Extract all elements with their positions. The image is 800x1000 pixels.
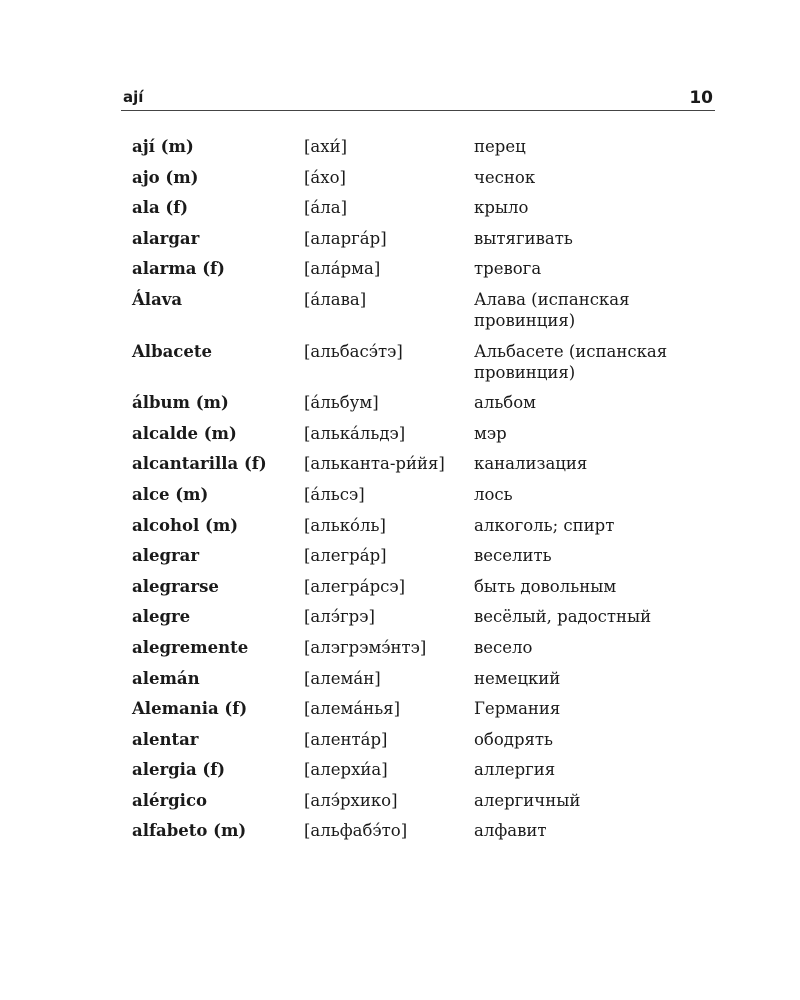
entry-word: ajo (m) [132,167,199,187]
entry-meaning: быть довольным [474,576,617,596]
dictionary-entry [132,576,722,597]
entry-word: alcalde (m) [132,423,237,443]
entry-meaning: ободрять [474,729,554,749]
entry-meaning: чеснок [474,167,536,187]
dictionary-entry [132,759,722,780]
entry-transcription: [алэ́грэ] [304,607,375,627]
entry-transcription: [а́льсэ] [304,484,365,504]
entry-meaning: вытягивать [474,228,573,248]
entry-transcription: [алэгрэмэ́нтэ] [304,637,427,657]
dictionary-entry [132,790,722,811]
entry-transcription: [аларга́р] [304,228,387,248]
entry-meaning: Германия [474,699,561,719]
dictionary-entry [132,289,722,331]
entry-meaning: аллергия [474,760,556,780]
entry-meaning: алкоголь; спирт [474,515,615,535]
entry-transcription: [а́ла] [304,198,348,218]
running-head-word: ají [123,88,144,106]
dictionary-entry [132,453,722,474]
entry-word: alemán [132,668,200,688]
dictionary-entry [132,228,722,249]
entry-meaning: весёлый, радостный [474,607,652,627]
entry-transcription: [альканта-ри́йя] [304,454,445,474]
entry-meaning: лось [474,484,513,504]
entry-meaning: канализация [474,454,588,474]
entry-meaning: альбом [474,393,537,413]
entry-transcription: [алегра́рсэ] [304,576,406,596]
dictionary-entry [132,698,722,719]
entry-transcription: [а́льбум] [304,393,379,413]
dictionary-entry [132,392,722,413]
dictionary-entry [132,606,722,627]
entry-transcription: [альбасэ́тэ] [304,341,403,361]
entry-word: ají (m) [132,137,194,156]
entry-transcription: [ахи́] [304,137,348,156]
entry-transcription: [алема́н] [304,668,381,688]
dictionary-entry [132,258,722,279]
entry-meaning: мэр [474,423,507,443]
entry-word: Alemania (f) [132,699,248,719]
entry-meaning: Альбасете (испанская провинция) [474,341,668,382]
entry-meaning: алфавит [474,821,547,841]
entry-transcription: [алерхи́а] [304,760,388,780]
entry-word: alegremente [132,637,249,657]
entry-transcription: [алэ́рхико] [304,790,398,810]
entry-meaning: Алава (испанская провинция) [474,289,630,330]
entry-word: alfabeto (m) [132,821,247,841]
entry-transcription: [а́лава] [304,289,367,309]
dictionary-entry [132,197,722,218]
entry-transcription: [алько́ль] [304,515,386,535]
entry-word: alegrar [132,546,200,566]
entry-transcription: [алента́р] [304,729,388,749]
entry-meaning: тревога [474,259,542,279]
dictionary-entry [132,484,722,505]
dictionary-entry [132,545,722,566]
entry-meaning: немецкий [474,668,561,688]
entry-meaning: алергичный [474,790,581,810]
dictionary-entries [132,136,722,851]
entry-word: alce (m) [132,484,209,504]
entry-transcription: [алема́нья] [304,699,401,719]
entry-transcription: [алегра́р] [304,546,387,566]
dictionary-entry [132,136,722,157]
entry-meaning: перец [474,137,526,156]
entry-transcription: [а́хо] [304,167,346,187]
dictionary-entry [132,637,722,658]
dictionary-entry [132,668,722,689]
dictionary-entry [132,729,722,750]
entry-word: ala (f) [132,198,189,218]
dictionary-entry [132,423,722,444]
page-number: 10 [689,88,713,108]
entry-meaning: крыло [474,198,529,218]
dictionary-entry [132,820,722,841]
entry-transcription: [альфабэ́то] [304,821,408,841]
entry-word: alarma (f) [132,259,225,279]
entry-word: alegre [132,607,191,627]
entry-word: álbum (m) [132,393,229,413]
entry-word: alergia (f) [132,760,226,780]
entry-word: Albacete [132,341,212,361]
entry-word: Álava [132,289,183,309]
entry-word: alérgico [132,790,208,810]
page-header [121,86,715,111]
entry-transcription: [ала́рма] [304,259,381,279]
entry-word: alcohol (m) [132,515,239,535]
entry-transcription: [алька́льдэ] [304,423,406,443]
dictionary-entry [132,515,722,536]
dictionary-entry [132,167,722,188]
entry-word: alargar [132,228,200,248]
entry-word: alentar [132,729,199,749]
entry-meaning: веселить [474,546,552,566]
entry-word: alegrarse [132,576,219,596]
entry-meaning: весело [474,637,533,657]
dictionary-entry [132,341,722,383]
entry-word: alcantarilla (f) [132,454,267,474]
